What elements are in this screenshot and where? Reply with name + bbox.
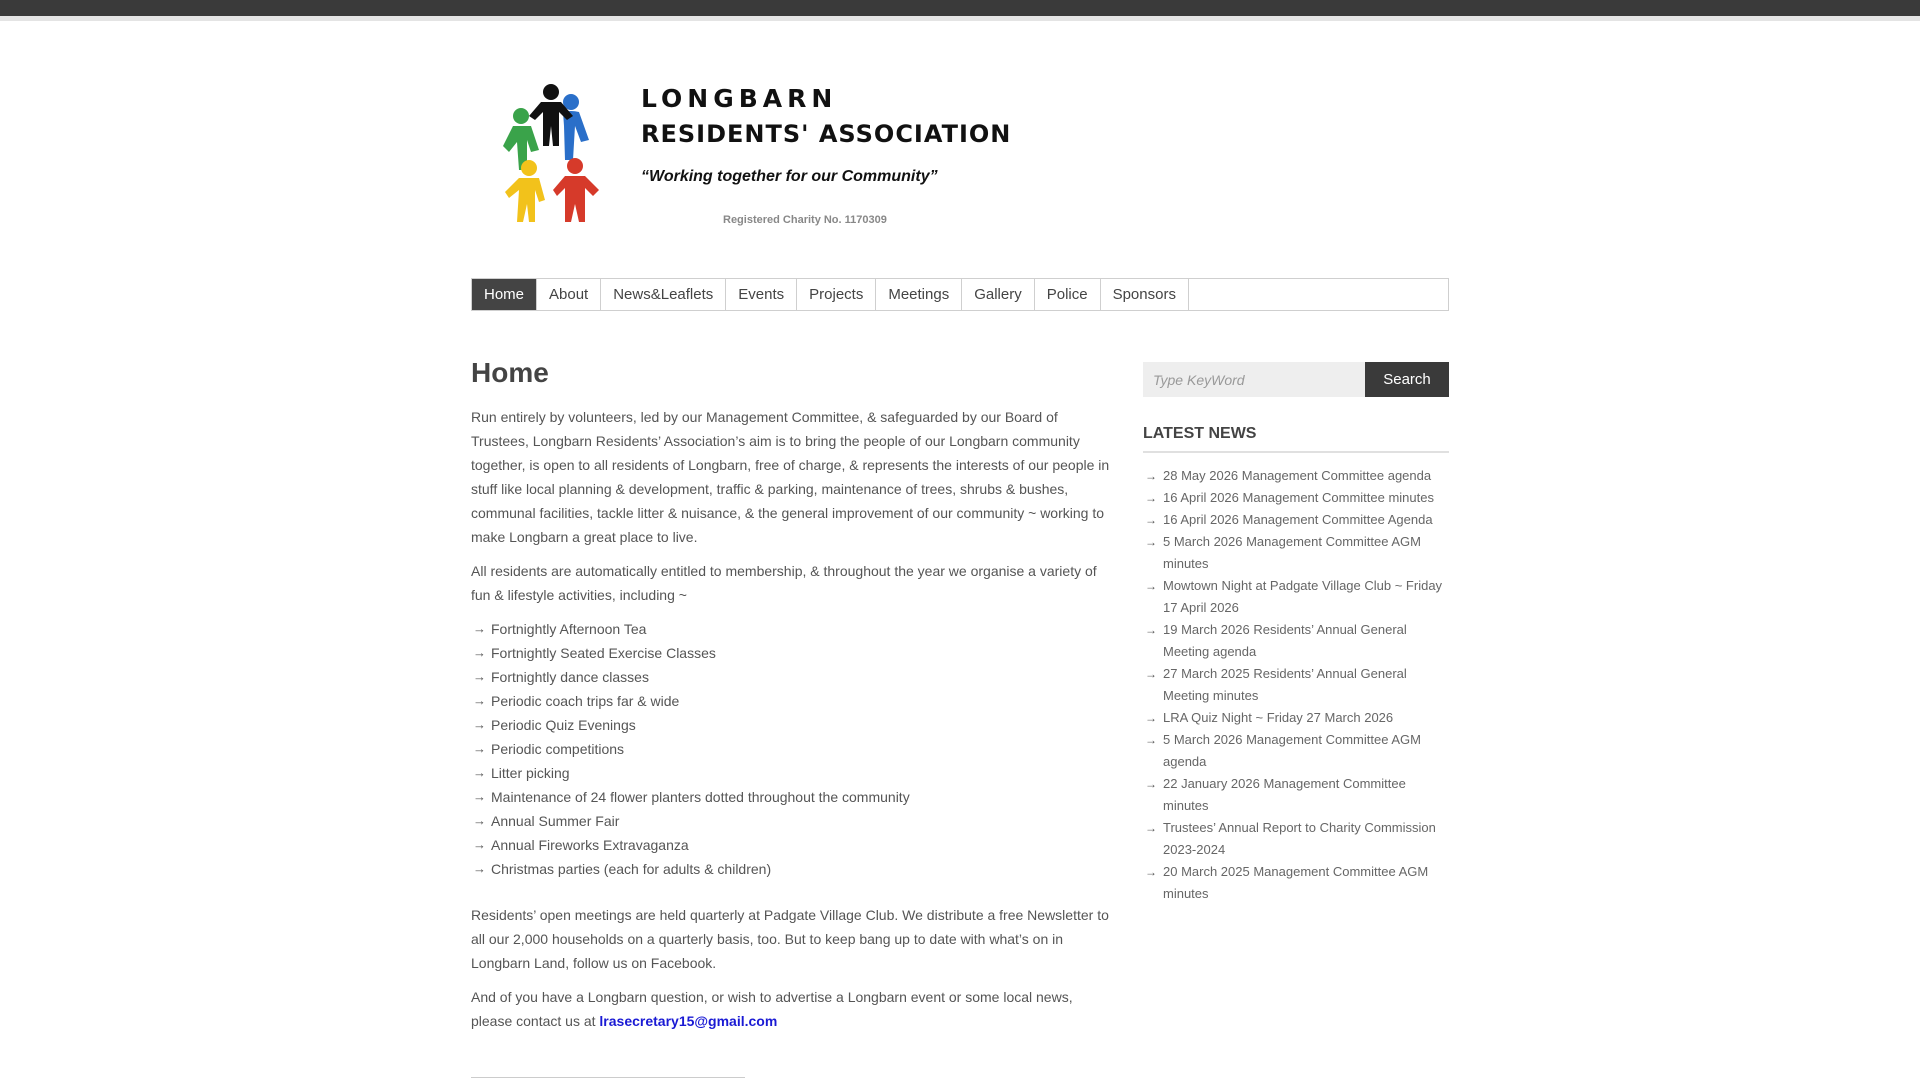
arrow-right-icon: →: [473, 861, 486, 876]
news-item[interactable]: → 27 March 2025 Residents’ Annual General Meeting minutes: [1143, 663, 1449, 707]
search-form: [1143, 362, 1449, 397]
nav-projects[interactable]: Projects: [797, 279, 876, 310]
sidebar: [1143, 362, 1449, 905]
news-item[interactable]: → 16 April 2026 Management Committee minutes: [1143, 487, 1449, 509]
list-item: → Christmas parties (each for adults & children): [471, 857, 1117, 881]
news-item[interactable]: → 5 March 2026 Management Committee AGM minutes: [1143, 531, 1449, 575]
list-item: → Periodic Quiz Evenings: [471, 713, 1117, 737]
list-item: → Litter picking: [471, 761, 1117, 785]
main-navigation: [471, 278, 1449, 311]
intro-paragraph: Run entirely by volunteers, led by our Management Committee, & safeguarded by our Board of Trustees, Longbarn Residents’ Association’s aim is to bring the people of our Longbarn community together, is open to all residents of Longbarn, free of charge, & represents the interests of our people in stuff like local planning & development, traffic & parking, maintenance of trees, shrubs & bushes, communal facilities, tackle litter & nuisance, & the general improvement of our community ~ working to make Longbarn a great place to live.: [471, 409, 1110, 545]
news-item[interactable]: → 28 May 2026 Management Committee agenda: [1143, 465, 1449, 487]
nav-gallery[interactable]: Gallery: [962, 279, 1035, 310]
list-item: → Periodic competitions: [471, 737, 1117, 761]
nav-police[interactable]: Police: [1035, 279, 1101, 310]
news-item[interactable]: → 22 January 2026 Management Committee minutes: [1143, 773, 1449, 817]
arrow-right-icon: →: [1145, 535, 1157, 549]
logo-title-line1: LONGBARN: [641, 84, 838, 113]
news-item[interactable]: → Mowtown Night at Padgate Village Club ~ Friday 17 April 2026: [1143, 575, 1449, 619]
contact-text: And of you have a Longbarn question, or wish to advertise a Longbarn event or some local news, please contact us at: [471, 989, 1073, 1029]
arrow-right-icon: →: [473, 717, 486, 732]
latest-news-list: [1143, 465, 1449, 905]
list-item: → Annual Summer Fair: [471, 809, 1117, 833]
logo-tagline: “Working together for our Community”: [641, 168, 938, 185]
latest-news-heading: LATEST NEWS: [1143, 425, 1449, 453]
community-people-icon: [501, 80, 611, 230]
news-item[interactable]: → Trustees’ Annual Report to Charity Commission 2023-2024: [1143, 817, 1449, 861]
nav-events[interactable]: Events: [726, 279, 797, 310]
news-item[interactable]: → 5 March 2026 Management Committee AGM agenda: [1143, 729, 1449, 773]
list-item: → Periodic coach trips far & wide: [471, 689, 1117, 713]
charity-number: Registered Charity No. 1170309: [723, 214, 887, 226]
list-item: → Fortnightly dance classes: [471, 665, 1117, 689]
page-title: Home: [471, 357, 549, 388]
search-input[interactable]: [1143, 362, 1365, 397]
arrow-right-icon: →: [473, 621, 486, 636]
news-item[interactable]: → 20 March 2025 Management Committee AGM minutes: [1143, 861, 1449, 905]
arrow-right-icon: →: [1145, 579, 1157, 593]
arrow-right-icon: →: [473, 813, 486, 828]
list-item: → Annual Fireworks Extravaganza: [471, 833, 1117, 857]
arrow-right-icon: →: [1145, 469, 1157, 483]
divider: [471, 1077, 745, 1078]
arrow-right-icon: →: [473, 765, 486, 780]
arrow-right-icon: →: [1145, 733, 1157, 747]
arrow-right-icon: →: [473, 693, 486, 708]
contact-paragraph: [471, 985, 1117, 1033]
nav-home[interactable]: Home: [472, 279, 537, 310]
top-bar-shadow: [0, 16, 1920, 21]
arrow-right-icon: →: [1145, 513, 1157, 527]
arrow-right-icon: →: [1145, 777, 1157, 791]
meetings-paragraph: Residents’ open meetings are held quarterly at Padgate Village Club. We distribute a free Newsletter to all our 2,000 households on a quarterly basis, too. But to keep bang up to date with what’s on in Longbarn Land, follow us on Facebook.: [471, 907, 1109, 971]
site-logo[interactable]: [501, 80, 1012, 240]
main-content: [471, 355, 1117, 1078]
logo-title-line2: RESIDENTS' ASSOCIATION: [641, 120, 1012, 148]
arrow-right-icon: →: [473, 837, 486, 852]
nav-meetings[interactable]: Meetings: [876, 279, 962, 310]
nav-about[interactable]: About: [537, 279, 601, 310]
arrow-right-icon: →: [1145, 491, 1157, 505]
nav-news-leaflets[interactable]: News&Leaflets: [601, 279, 726, 310]
arrow-right-icon: →: [473, 789, 486, 804]
arrow-right-icon: →: [1145, 667, 1157, 681]
activities-list: [471, 617, 1117, 881]
nav-sponsors[interactable]: Sponsors: [1101, 279, 1189, 310]
news-item[interactable]: → 19 March 2026 Residents’ Annual General Meeting agenda: [1143, 619, 1449, 663]
list-item: → Maintenance of 24 flower planters dotted throughout the community: [471, 785, 1117, 809]
membership-paragraph: All residents are automatically entitled to membership, & throughout the year we organise a variety of fun & lifestyle activities, including ~: [471, 563, 1097, 603]
news-item[interactable]: → LRA Quiz Night ~ Friday 27 March 2026: [1143, 707, 1449, 729]
top-bar: [0, 0, 1920, 16]
contact-email-link[interactable]: lrasecretary15@gmail.com: [599, 1013, 778, 1029]
arrow-right-icon: →: [1145, 623, 1157, 637]
arrow-right-icon: →: [1145, 711, 1157, 725]
list-item: → Fortnightly Seated Exercise Classes: [471, 641, 1117, 665]
arrow-right-icon: →: [473, 645, 486, 660]
arrow-right-icon: →: [473, 741, 486, 756]
list-item: → Fortnightly Afternoon Tea: [471, 617, 1117, 641]
arrow-right-icon: →: [1145, 865, 1157, 879]
arrow-right-icon: →: [1145, 821, 1157, 835]
search-button[interactable]: Search: [1365, 362, 1449, 397]
news-item[interactable]: → 16 April 2026 Management Committee Agenda: [1143, 509, 1449, 531]
arrow-right-icon: →: [473, 669, 486, 684]
